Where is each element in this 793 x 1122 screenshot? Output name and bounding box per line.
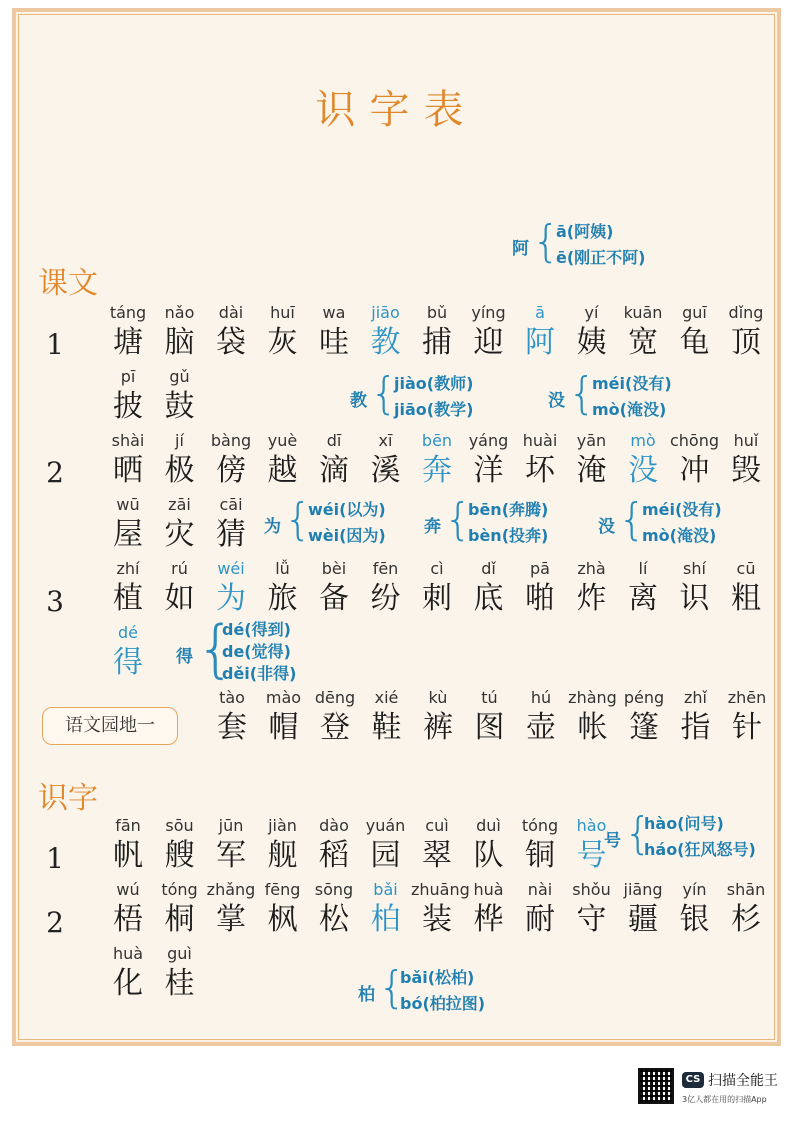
character-cell [464, 687, 516, 747]
hanzi: 洋 [473, 453, 504, 488]
hanzi: 帆 [113, 838, 143, 873]
pinyin: yuè [267, 431, 298, 450]
character-cell [206, 687, 258, 747]
hanzi: 艘 [164, 838, 195, 873]
character-cell [514, 430, 566, 490]
character-cell [154, 302, 206, 362]
pinyin: yuán [365, 816, 406, 835]
hanzi: 枫 [267, 902, 298, 937]
pinyin: xī [378, 431, 393, 450]
hanzi: 猜 [216, 517, 246, 552]
hanzi: 桂 [164, 966, 195, 1001]
character-cell [102, 622, 154, 682]
pinyin: chōng [669, 431, 720, 450]
page-title: 识字表 [315, 87, 478, 133]
app-tagline: 3亿人都在用的扫描App [682, 1095, 767, 1104]
character-cell [205, 558, 257, 618]
pinyin: dī [326, 431, 342, 450]
hanzi: 底 [473, 581, 504, 616]
character-cell [566, 558, 618, 618]
character-cell [205, 302, 257, 362]
pinyin: gǔ [169, 367, 190, 386]
hanzi: 刺 [422, 581, 452, 616]
pinyin: jiàn [268, 816, 297, 835]
hanzi: 识 [679, 581, 710, 616]
hanzi: 植 [113, 581, 143, 616]
hanzi: 帽 [268, 710, 299, 745]
character-cell [308, 879, 360, 939]
character-cell [360, 879, 412, 939]
character-cell [514, 815, 566, 875]
character-cell [411, 879, 470, 939]
row-number: 1 [46, 842, 64, 875]
character-cell [102, 558, 154, 618]
character-cell [463, 302, 515, 362]
pinyin: zhǐ [684, 688, 707, 707]
character-cell [411, 302, 463, 362]
character-cell [514, 879, 566, 939]
pinyin: bàng [210, 431, 252, 450]
pinyin: zhēn [727, 688, 767, 707]
character-cell [102, 494, 154, 554]
hanzi: 如 [164, 581, 195, 616]
cs-logo-mark: CS [682, 1072, 704, 1088]
pinyin: dé [118, 623, 138, 642]
hanzi: 教 [370, 325, 401, 360]
hanzi: 滴 [319, 453, 349, 488]
character-cell [720, 558, 772, 618]
hanzi: 军 [216, 838, 246, 873]
pinyin: jiāo [371, 303, 400, 322]
pinyin: cuì [425, 816, 449, 835]
hanzi: 脑 [164, 325, 195, 360]
row-number: 1 [46, 328, 64, 361]
pinyin: zhǎng [206, 880, 256, 899]
hanzi: 耐 [525, 902, 555, 937]
pinyin: rú [171, 559, 188, 578]
hanzi: 舰 [267, 838, 298, 873]
hanzi: 纷 [370, 581, 401, 616]
hanzi: 姨 [576, 325, 607, 360]
hanzi: 队 [473, 838, 504, 873]
pinyin: zhà [577, 559, 606, 578]
hanzi: 离 [628, 581, 658, 616]
pinyin: jí [175, 431, 184, 450]
pinyin: sōng [314, 880, 354, 899]
hanzi: 杉 [731, 902, 761, 937]
character-cell [412, 687, 464, 747]
hanzi: 冲 [679, 453, 710, 488]
character-cell [308, 302, 360, 362]
pinyin: tóng [161, 880, 198, 899]
character-cell [720, 879, 772, 939]
hanzi: 柏 [370, 902, 401, 937]
hanzi: 晒 [113, 453, 143, 488]
pinyin: cì [430, 559, 444, 578]
character-cell [617, 430, 669, 490]
hanzi: 银 [679, 902, 710, 937]
hanzi: 顶 [731, 325, 761, 360]
character-cell [154, 879, 206, 939]
character-cell [514, 558, 566, 618]
chinese-garden-badge: 语文园地一 [42, 707, 178, 745]
hanzi: 针 [732, 710, 762, 745]
character-cell [205, 430, 257, 490]
hanzi: 指 [680, 710, 711, 745]
hanzi: 阿 [525, 325, 555, 360]
character-cell [205, 879, 257, 939]
hanzi: 淹 [576, 453, 607, 488]
hanzi: 毁 [731, 453, 761, 488]
pinyin: tóng [521, 816, 559, 835]
character-cell [566, 430, 618, 490]
row-number: 3 [46, 585, 64, 618]
section-heading-literacy: 识字 [38, 781, 98, 816]
pinyin: yān [576, 431, 607, 450]
hanzi: 掌 [216, 902, 246, 937]
pinyin: dēng [314, 688, 356, 707]
hanzi: 灾 [164, 517, 195, 552]
character-cell [720, 302, 772, 362]
pinyin: nǎo [164, 303, 195, 322]
pinyin: dǐng [728, 303, 764, 322]
pinyin: zhàng [568, 688, 617, 707]
character-cell [102, 879, 154, 939]
character-cell [411, 558, 463, 618]
hanzi: 桦 [473, 902, 504, 937]
pinyin: guī [682, 303, 707, 322]
pinyin: hú [530, 688, 552, 707]
hanzi: 备 [319, 581, 349, 616]
hanzi: 龟 [679, 325, 710, 360]
pinyin: huà [112, 944, 144, 963]
pinyin: yáng [468, 431, 509, 450]
pinyin: táng [109, 303, 147, 322]
pinyin: mào [265, 688, 302, 707]
hanzi: 奔 [422, 453, 452, 488]
character-cell [154, 943, 206, 1003]
hanzi: 疆 [628, 902, 658, 937]
character-cell [257, 879, 309, 939]
pinyin: zāi [168, 495, 191, 514]
character-cell [257, 558, 309, 618]
character-cell [154, 558, 206, 618]
hanzi: 梧 [113, 902, 143, 937]
character-cell [154, 366, 206, 426]
qr-code-icon [638, 1068, 674, 1104]
character-cell [154, 494, 206, 554]
hanzi: 宽 [628, 325, 658, 360]
hanzi: 灰 [267, 325, 298, 360]
hanzi: 没 [628, 453, 658, 488]
pinyin: lǚ [275, 559, 290, 578]
hanzi: 塘 [113, 325, 143, 360]
hanzi: 园 [370, 838, 401, 873]
character-cell [308, 558, 360, 618]
hanzi: 傍 [216, 453, 246, 488]
character-cell [617, 558, 669, 618]
character-cell [670, 687, 722, 747]
character-cell [720, 430, 772, 490]
pinyin: cū [736, 559, 756, 578]
pinyin: bèi [321, 559, 347, 578]
character-cell [360, 302, 412, 362]
character-cell [309, 687, 361, 747]
character-cell [514, 302, 566, 362]
pinyin: wéi [217, 559, 245, 578]
pinyin: huà [473, 880, 504, 899]
character-cell [308, 815, 360, 875]
hanzi: 松 [319, 902, 349, 937]
hanzi: 哇 [319, 325, 349, 360]
character-cell [258, 687, 310, 747]
character-cell [566, 302, 618, 362]
pinyin: guì [167, 944, 192, 963]
character-cell [617, 879, 669, 939]
pinyin: bǎi [373, 880, 398, 899]
pinyin: pā [530, 559, 550, 578]
character-cell [515, 687, 567, 747]
pinyin: jūn [218, 816, 244, 835]
hanzi: 桐 [164, 902, 195, 937]
character-cell [154, 815, 206, 875]
pinyin: yín [682, 880, 707, 899]
hanzi: 化 [113, 966, 143, 1001]
hanzi: 装 [422, 902, 452, 937]
pinyin: péng [623, 688, 665, 707]
pinyin: zhuāng [411, 880, 470, 899]
character-cell [205, 815, 257, 875]
character-cell [102, 943, 154, 1003]
character-cell [567, 687, 619, 747]
character-cell [361, 687, 413, 747]
pinyin: tú [481, 688, 498, 707]
character-cell [463, 558, 515, 618]
pinyin: fēn [372, 559, 399, 578]
pinyin: xié [374, 688, 399, 707]
hanzi: 屋 [113, 517, 143, 552]
row-number: 2 [46, 456, 64, 489]
character-cell [411, 815, 463, 875]
character-cell [669, 302, 721, 362]
pinyin: huī [270, 303, 295, 322]
hanzi: 袋 [216, 325, 246, 360]
character-cell [257, 815, 309, 875]
hanzi: 铜 [525, 838, 555, 873]
pinyin: shān [726, 880, 766, 899]
character-cell [102, 815, 154, 875]
pinyin: mò [630, 431, 656, 450]
character-cell [308, 430, 360, 490]
hanzi: 炸 [576, 581, 607, 616]
pinyin: wú [116, 880, 140, 899]
character-cell [669, 558, 721, 618]
character-cell [102, 366, 154, 426]
hanzi: 旅 [267, 581, 298, 616]
character-cell [102, 302, 154, 362]
hanzi: 篷 [629, 710, 659, 745]
character-cell [463, 815, 515, 875]
character-cell [669, 430, 721, 490]
hanzi: 极 [164, 453, 195, 488]
hanzi: 翠 [422, 838, 452, 873]
character-cell [463, 879, 515, 939]
pinyin: wa [322, 303, 346, 322]
hanzi: 裤 [423, 710, 453, 745]
character-cell [411, 430, 463, 490]
hanzi: 图 [474, 710, 505, 745]
pinyin: kù [428, 688, 448, 707]
hanzi: 越 [267, 453, 298, 488]
pinyin: huài [522, 431, 558, 450]
pinyin: dǐ [481, 559, 496, 578]
pinyin: pī [120, 367, 136, 386]
hanzi: 稻 [319, 838, 349, 873]
pinyin: jiāng [623, 880, 663, 899]
character-cell [721, 687, 773, 747]
character-cell [257, 302, 309, 362]
character-cell [257, 430, 309, 490]
pinyin: shài [111, 431, 145, 450]
pinyin: hào [576, 816, 607, 835]
pinyin: duì [476, 816, 501, 835]
pinyin: bǔ [426, 303, 448, 322]
character-cell [617, 302, 669, 362]
pinyin: cāi [219, 495, 243, 514]
character-cell [102, 430, 154, 490]
pinyin: shǒu [572, 880, 611, 899]
section-heading-lessons: 课文 [38, 266, 98, 301]
hanzi: 帐 [577, 710, 608, 745]
character-cell [154, 430, 206, 490]
hanzi: 登 [320, 710, 350, 745]
hanzi: 粗 [731, 581, 761, 616]
pinyin: huǐ [733, 431, 759, 450]
app-name: 扫描全能王 [708, 1073, 778, 1089]
pinyin: fēng [264, 880, 301, 899]
pinyin: fān [115, 816, 141, 835]
hanzi: 为 [216, 581, 246, 616]
pinyin: dào [319, 816, 349, 835]
hanzi: 披 [113, 389, 143, 424]
character-cell [669, 879, 721, 939]
hanzi: 号 [576, 838, 607, 873]
hanzi: 鞋 [371, 710, 402, 745]
hanzi: 迎 [473, 325, 504, 360]
hanzi: 壶 [526, 710, 556, 745]
hanzi: 鼓 [164, 389, 195, 424]
character-cell [360, 815, 412, 875]
character-cell [566, 879, 618, 939]
row-number: 2 [46, 906, 64, 939]
hanzi: 坏 [525, 453, 555, 488]
character-cell [205, 494, 257, 554]
hanzi: 啪 [525, 581, 555, 616]
character-cell [360, 558, 412, 618]
pinyin: nài [527, 880, 553, 899]
pinyin: yíng [471, 303, 506, 322]
pinyin: shí [683, 559, 706, 578]
pinyin: yí [584, 303, 599, 322]
hanzi: 捕 [422, 325, 452, 360]
pinyin: zhí [116, 559, 140, 578]
hanzi: 套 [217, 710, 247, 745]
pinyin: ā [535, 303, 545, 322]
hanzi: 溪 [370, 453, 401, 488]
pinyin: lí [638, 559, 648, 578]
pinyin: dài [218, 303, 244, 322]
pinyin: bēn [421, 431, 453, 450]
hanzi: 得 [113, 645, 143, 680]
character-cell [360, 430, 412, 490]
pinyin: kuān [623, 303, 663, 322]
pinyin: sōu [165, 816, 194, 835]
pinyin: tào [219, 688, 245, 707]
character-cell [463, 430, 515, 490]
character-cell [618, 687, 670, 747]
pinyin: wū [116, 495, 140, 514]
hanzi: 守 [576, 902, 607, 937]
